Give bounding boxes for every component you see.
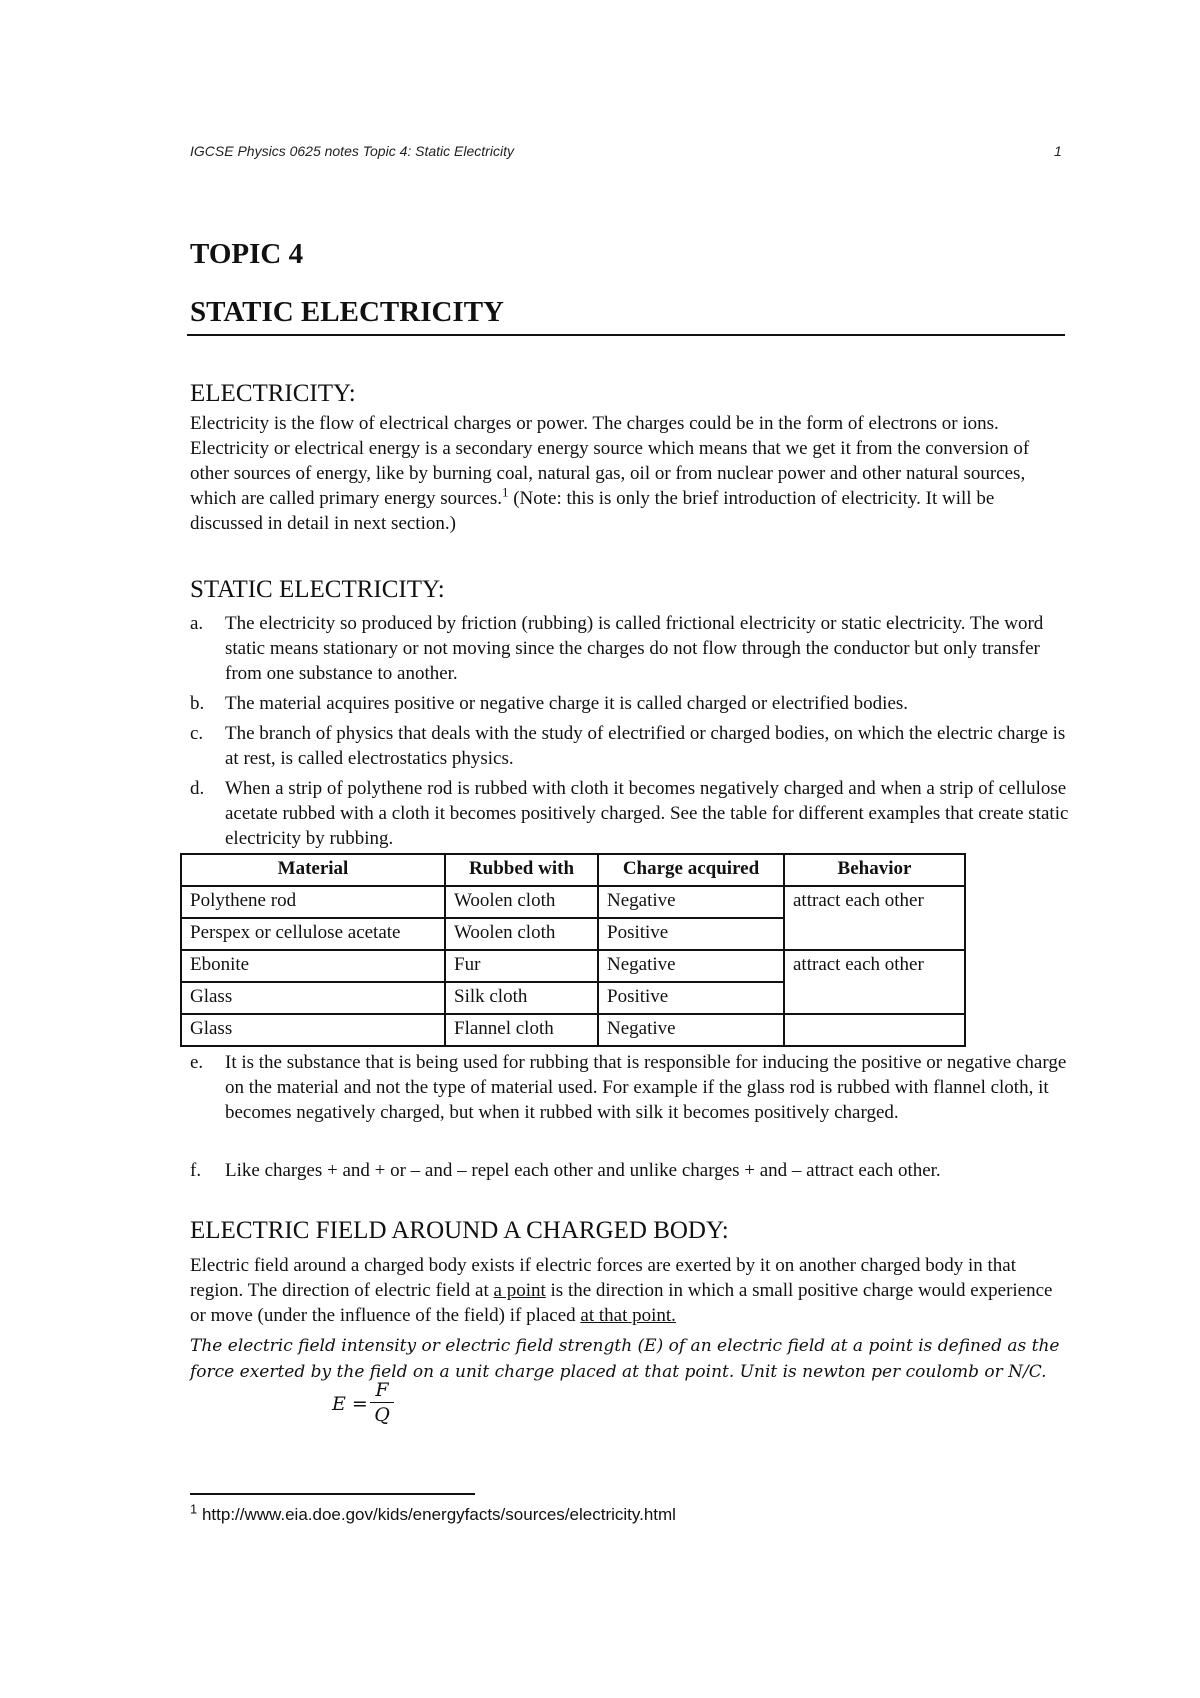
column-header: Behavior	[784, 854, 965, 886]
table-cell: Positive	[598, 918, 784, 950]
table-header-row	[181, 854, 965, 886]
list-text: When a strip of polythene rod is rubbed with cloth it becomes negatively charged and when a strip of cellulose acetate rubbed with a cloth it becomes positively charged. See the table for different examples that create static electricity by rubbing.	[225, 778, 1069, 849]
table-cell: Negative	[598, 886, 784, 918]
table-cell: Flannel cloth	[445, 1014, 598, 1046]
list-label: b.	[190, 693, 205, 714]
table-cell: attract each other	[784, 886, 965, 950]
column-header: Charge acquired	[598, 854, 784, 886]
formula-denominator: Q	[374, 1404, 390, 1426]
list-text: The electricity so produced by friction (rubbing) is called frictional electricity or static electricity. The word static means stationary or not moving since the charges do not flow through the conductor but only transfer from one substance to another.	[225, 613, 1044, 684]
column-header: Rubbed with	[445, 854, 598, 886]
title-underline	[187, 334, 1065, 336]
list-text: Like charges + and + or – and – repel each other and unlike charges + and – attract each other.	[225, 1160, 941, 1181]
list-label: e.	[190, 1052, 204, 1073]
footnote-reference[interactable]: 1	[501, 484, 509, 500]
table-cell: attract each other	[784, 950, 965, 1014]
list-item-c	[190, 721, 1070, 771]
list-item-f	[190, 1158, 1070, 1183]
table-cell: Negative	[598, 950, 784, 982]
field-text-1: Electric field around a charged body exists if electric forces are exerted by it on another charged body in that region. The direction of electric field at	[190, 1255, 1016, 1301]
field-text-2: is the direction in which a small positive charge would experience or move (under the influence of the field) if placed	[190, 1280, 1053, 1326]
underlined-term: at that point.	[580, 1305, 676, 1326]
table-cell: Ebonite	[181, 950, 445, 982]
list-item-a	[190, 611, 1070, 686]
table-cell: Silk cloth	[445, 982, 598, 1014]
electricity-note: (Note: this is only the brief introduction of electricity. It will be discussed in detail in next section.)	[190, 488, 995, 534]
page-number: 1	[1054, 143, 1062, 159]
table-row	[181, 950, 965, 982]
list-label: d.	[190, 778, 205, 799]
table-cell: Glass	[181, 982, 445, 1014]
topic-heading: TOPIC 4	[190, 238, 304, 270]
footnote-link[interactable]: http://www.eia.doe.gov/kids/energyfacts/sources/electricity.html	[197, 1505, 676, 1524]
list-text: It is the substance that is being used for rubbing that is responsible for inducing the positive or negative charge on the material and not the type of material used. For example if the glass rod is rubbed with flannel cloth, it becomes negatively charged, but when it rubbed with silk it becomes positively charged.	[225, 1052, 1067, 1123]
table-cell	[784, 1014, 965, 1046]
electricity-paragraph	[190, 411, 1070, 536]
table-cell: Positive	[598, 982, 784, 1014]
table-row	[181, 886, 965, 918]
page-title: STATIC ELECTRICITY	[190, 296, 504, 328]
electricity-text: Electricity is the flow of electrical charges or power. The charges could be in the form of electrons or ions. Electricity or electrical energy is a secondary energy source which means that we get it from the conversion of other sources of energy, like by burning coal, natural gas, oil or from nuclear power and other natural sources, which are called primary energy sources.	[190, 413, 1030, 509]
list-item-d	[190, 776, 1070, 851]
running-header: IGCSE Physics 0625 notes Topic 4: Static Electricity	[190, 143, 514, 159]
table-row	[181, 1014, 965, 1046]
field-definition: The electric field intensity or electric field strength (E) of an electric field at a point is defined as the force exerted by the field on a unit charge placed at that point. Unit is newton per coulomb or N/C.	[190, 1336, 1060, 1382]
list-label: f.	[190, 1160, 202, 1181]
materials-table	[180, 853, 966, 1047]
electric-field-heading: ELECTRIC FIELD AROUND A CHARGED BODY:	[190, 1217, 729, 1244]
table-cell: Glass	[181, 1014, 445, 1046]
footnote-number: 1	[190, 1501, 198, 1517]
table-cell: Woolen cloth	[445, 886, 598, 918]
list-text: The branch of physics that deals with the study of electrified or charged bodies, on which the electric charge is at rest, is called electrostatics physics.	[225, 723, 1066, 769]
column-header: Material	[181, 854, 445, 886]
formula-numerator: F	[375, 1379, 389, 1401]
fraction-bar	[370, 1402, 394, 1403]
table-cell: Perspex or cellulose acetate	[181, 918, 445, 950]
underlined-term: a point	[493, 1280, 546, 1301]
list-item-b	[190, 691, 1070, 716]
list-label: c.	[190, 723, 204, 744]
list-item-e	[190, 1050, 1070, 1125]
footnote-separator	[190, 1493, 475, 1495]
electric-field-paragraph	[190, 1253, 1070, 1328]
static-electricity-heading: STATIC ELECTRICITY:	[190, 576, 445, 603]
formula-fraction	[370, 1379, 394, 1426]
table-cell: Woolen cloth	[445, 918, 598, 950]
list-text: The material acquires positive or negative charge it is called charged or electrified bodies.	[225, 693, 909, 714]
footnote	[190, 1501, 676, 1525]
formula-lhs: E =	[332, 1393, 368, 1415]
table-cell: Fur	[445, 950, 598, 982]
electricity-heading: ELECTRICITY:	[190, 380, 356, 407]
table-cell: Negative	[598, 1014, 784, 1046]
table-cell: Polythene rod	[181, 886, 445, 918]
list-label: a.	[190, 613, 204, 634]
